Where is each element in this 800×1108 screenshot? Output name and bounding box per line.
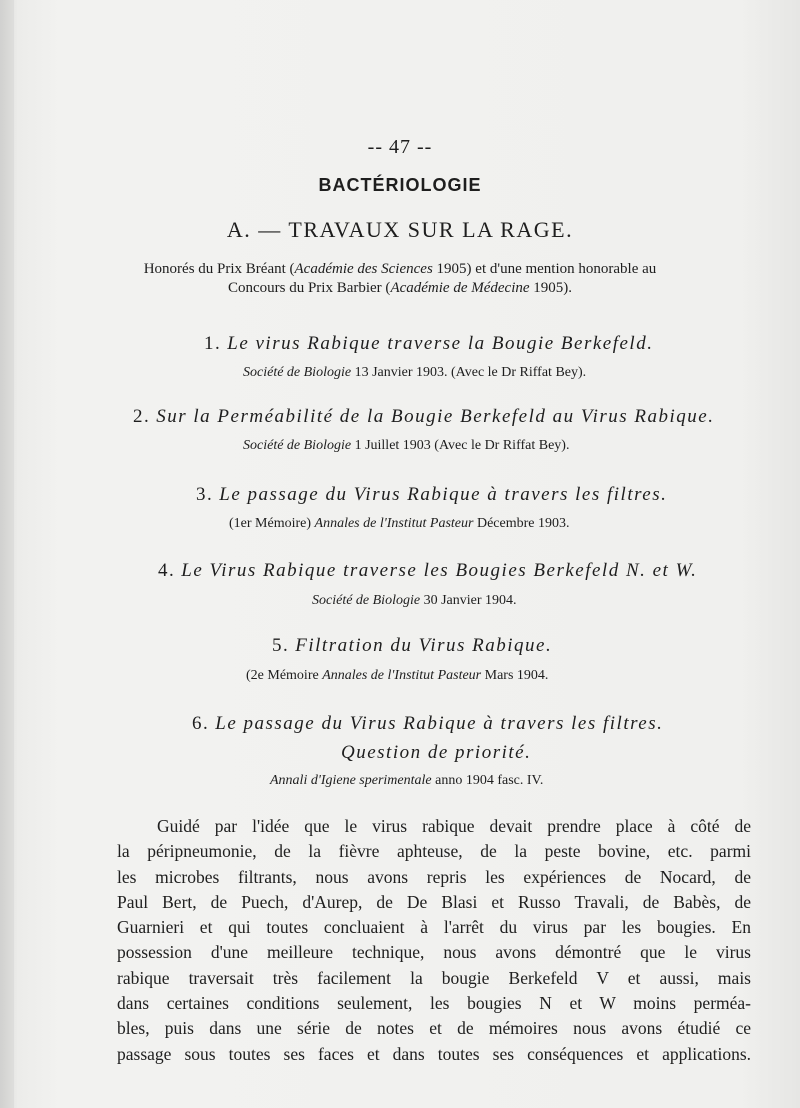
honors-line-1	[0, 261, 800, 278]
honors-institution: Académie de Médecine	[390, 280, 530, 296]
entry-source-detail: anno 1904 fasc. IV.	[431, 773, 544, 788]
entry-source-journal: Société de Biologie	[312, 593, 421, 608]
body-line: Guidé par l'idée que le virus rabique devait prendre place à côté de	[157, 816, 751, 836]
entry-title	[192, 713, 663, 735]
entry-number: 1.	[204, 333, 222, 354]
entry-title-text: Le virus Rabique traverse la Bougie Berkefeld.	[227, 333, 654, 354]
entry-title-text: Sur la Perméabilité de la Bougie Berkefeld au Virus Rabique.	[156, 406, 715, 427]
entry-title	[133, 406, 714, 428]
body-line: Guarnieri et qui toutes concluaient à l'arrêt du virus par les bougies. En	[117, 917, 751, 938]
entry-title-text: Le passage du Virus Rabique à travers les filtres.	[219, 484, 668, 505]
entry-title	[196, 484, 667, 506]
body-line: passage sous toutes ses faces et dans toutes ses conséquences et applications.	[117, 1043, 751, 1064]
body-line: Paul Bert, de Puech, d'Aurep, de De Blasi et Russo Travali, de Babès, de	[117, 891, 751, 912]
body-paragraph	[117, 814, 751, 1067]
entry-source-detail: Décembre 1903.	[473, 516, 570, 531]
honors-line-2	[0, 280, 800, 297]
honors-text: 1905).	[529, 280, 573, 296]
body-line: bles, puis dans une série de notes et de mémoires nous avons étudié ce	[117, 1018, 751, 1039]
body-line: la péripneumonie, de la fièvre aphteuse, de la peste bovine, etc. parmi	[117, 841, 751, 862]
page-number: -- 47 --	[367, 136, 433, 158]
scan-edge-shadow	[0, 0, 14, 1108]
entry-source	[229, 516, 569, 532]
entry-source-prefix: (1er Mémoire)	[229, 516, 315, 531]
entry-number: 2.	[133, 406, 151, 427]
entry-title	[158, 560, 697, 582]
entry-title-text: Le Virus Rabique traverse les Bougies Berkefeld N. et W.	[181, 560, 698, 581]
body-line: les microbes filtrants, nous avons repris les expériences de Nocard, de	[117, 866, 751, 887]
entry-source-detail: Mars 1904.	[481, 668, 549, 683]
honors-institution: Académie des Sciences	[294, 261, 433, 277]
honors-text: Honorés du Prix Bréant (	[143, 261, 295, 277]
section-title: BACTÉRIOLOGIE	[318, 175, 482, 195]
entry-source	[243, 365, 586, 381]
entry-number: 5.	[272, 635, 290, 656]
entry-number: 6.	[192, 713, 210, 734]
entry-number: 4.	[158, 560, 176, 581]
entry-source-prefix: (2e Mémoire	[246, 668, 323, 683]
body-line: rabique traversait très facilement la bougie Berkefeld V et aussi, mais	[117, 967, 751, 988]
entry-title	[204, 333, 653, 355]
entry-source-detail: 13 Janvier 1903. (Avec le Dr Riffat Bey).	[351, 365, 587, 380]
honors-text: Concours du Prix Barbier (	[227, 280, 391, 296]
body-line: dans certaines conditions seulement, les bougies N et W moins perméa-	[117, 993, 751, 1014]
entry-number: 3.	[196, 484, 214, 505]
entry-source-journal: Société de Biologie	[243, 438, 352, 453]
entry-title-text: Filtration du Virus Rabique.	[295, 635, 553, 656]
entry-source	[246, 668, 548, 684]
entry-title	[272, 635, 552, 657]
subsection-title: A. — TRAVAUX SUR LA RAGE.	[226, 217, 574, 242]
entry-title-text: Le passage du Virus Rabique à travers les filtres.	[215, 713, 664, 734]
entry-source	[312, 593, 517, 609]
entry-subtitle: Question de priorité.	[341, 742, 532, 763]
entry-source-journal: Annales de l'Institut Pasteur	[314, 516, 474, 531]
entry-source-detail: 30 Janvier 1904.	[420, 593, 517, 608]
body-line: possession d'une meilleure technique, nous avons démontré que le virus	[117, 942, 751, 963]
entry-source	[243, 438, 569, 454]
entry-source	[270, 773, 543, 789]
entry-source-journal: Annales de l'Institut Pasteur	[322, 668, 482, 683]
entry-source-detail: 1 Juillet 1903 (Avec le Dr Riffat Bey).	[351, 438, 570, 453]
entry-source-journal: Société de Biologie	[243, 365, 352, 380]
honors-text: 1905) et d'une mention honorable au	[432, 261, 657, 277]
entry-source-journal: Annali d'Igiene sperimentale	[270, 773, 432, 788]
